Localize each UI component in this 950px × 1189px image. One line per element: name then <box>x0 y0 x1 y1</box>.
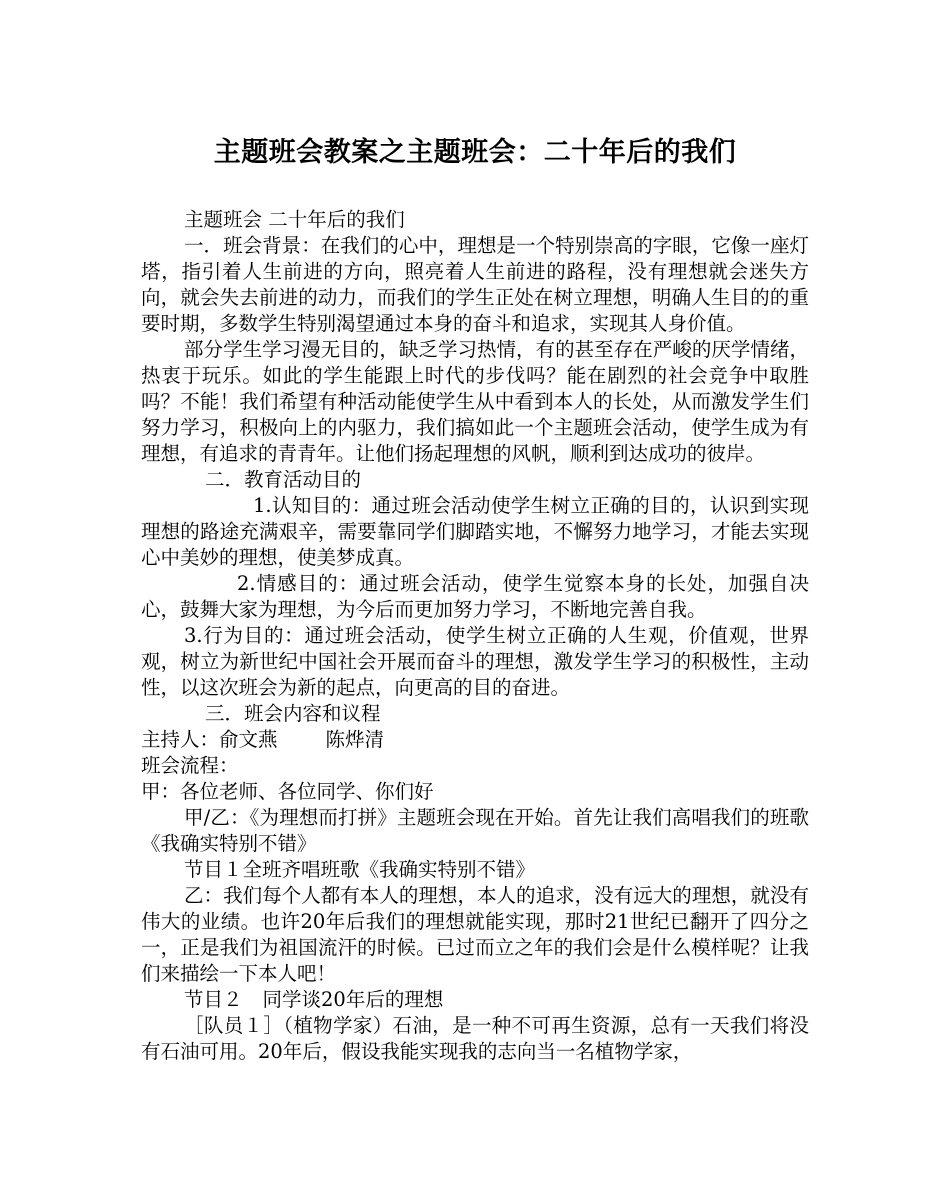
program-2-label: 节目２ <box>184 988 243 1011</box>
host-name-2: 陈烨清 <box>325 728 385 751</box>
background-paragraph: 一．班会背景：在我们的心中，理想是一个特别崇高的字眼，它像一座灯塔，指引着人生前进的方向，照亮着人生前进的路程，没有理想就会迷失方向，就会失去前进的动力，而我们的学生正处在树立理想，明确人生目的的重要时期，多数学生特别渴望通过本身的奋斗和追求，实现其人身价值。 <box>141 234 809 335</box>
member-1-paragraph: ［队员１］（植物学家）石油，是一种不可再生资源，总有一天我们将没有石油可用。20年后，假设我能实现我的志向当一名植物学家， <box>141 1014 809 1063</box>
flow-label: 班会流程： <box>141 754 239 777</box>
document-body <box>141 207 809 1065</box>
document-title: 主题班会教案之主题班会：二十年后的我们 <box>213 137 737 168</box>
program-2-text: 同学谈20年后的理想 <box>262 988 444 1011</box>
section-2-heading: 二．教育活动目的 <box>205 468 362 491</box>
host-line <box>141 727 809 753</box>
goal-emotional-paragraph: 2.情感目的：通过班会活动，使学生觉察本身的长处，加强自决心，鼓舞大家为理想，为今后而更加努力学习，不断地完善自我。 <box>141 572 809 621</box>
speech-paragraph: 乙：我们每个人都有本人的理想，本人的追求，没有远大的理想，就没有伟大的业绩。也许20年后我们的理想就能实现，那时21世纪已翻开了四分之一，正是我们为祖国流汗的时候。已过而立之年的我们会是什么模样呢？让我们来描绘一下本人吧！ <box>141 884 809 985</box>
goal-cognitive-paragraph: 1.认知目的：通过班会活动使学生树立正确的目的，认识到实现理想的路途充满艰辛，需要靠同学们脚踏实地，不懈努力地学习，才能去实现心中美妙的理想，使美梦成真。 <box>141 494 809 569</box>
host-name-1: 俞文燕 <box>219 728 278 751</box>
program-1-line: 节目１全班齐唱班歌《我确实特别不错》 <box>184 858 536 881</box>
opening-paragraph: 甲/乙：《为理想而打拼》主题班会现在开始。首先让我们高唱我们的班歌《我确实特别不错》 <box>141 806 809 855</box>
host-label: 主持人： <box>141 728 220 751</box>
goal-behavior-paragraph: 3.行为目的：通过班会活动，使学生树立正确的人生观，价值观，世界观，树立为新世纪中国社会开展而奋斗的理想，激发学生学习的积极性，主动性，以这次班会为新的起点，向更高的目的奋进。 <box>141 624 809 699</box>
section-3-heading: 三．班会内容和议程 <box>205 702 381 725</box>
program-2-line <box>141 987 809 1013</box>
subtitle-paragraph: 主题班会 二十年后的我们 <box>184 208 405 231</box>
students-paragraph: 部分学生学习漫无目的，缺乏学习热情，有的甚至存在严峻的厌学情绪，热衷于玩乐。如此的学生能跟上时代的步伐吗？能在剧烈的社会竞争中取胜吗？不能！我们希望有种活动能使学生从中看到本人的长处，从而激发学生们努力学习，积极向上的内驱力，我们搞如此一个主题班会活动，使学生成为有理想，有追求的青青年。让他们扬起理想的风帆，顺利到达成功的彼岸。 <box>141 338 809 465</box>
greeting-line: 甲：各位老师、各位同学、你们好 <box>141 780 434 803</box>
